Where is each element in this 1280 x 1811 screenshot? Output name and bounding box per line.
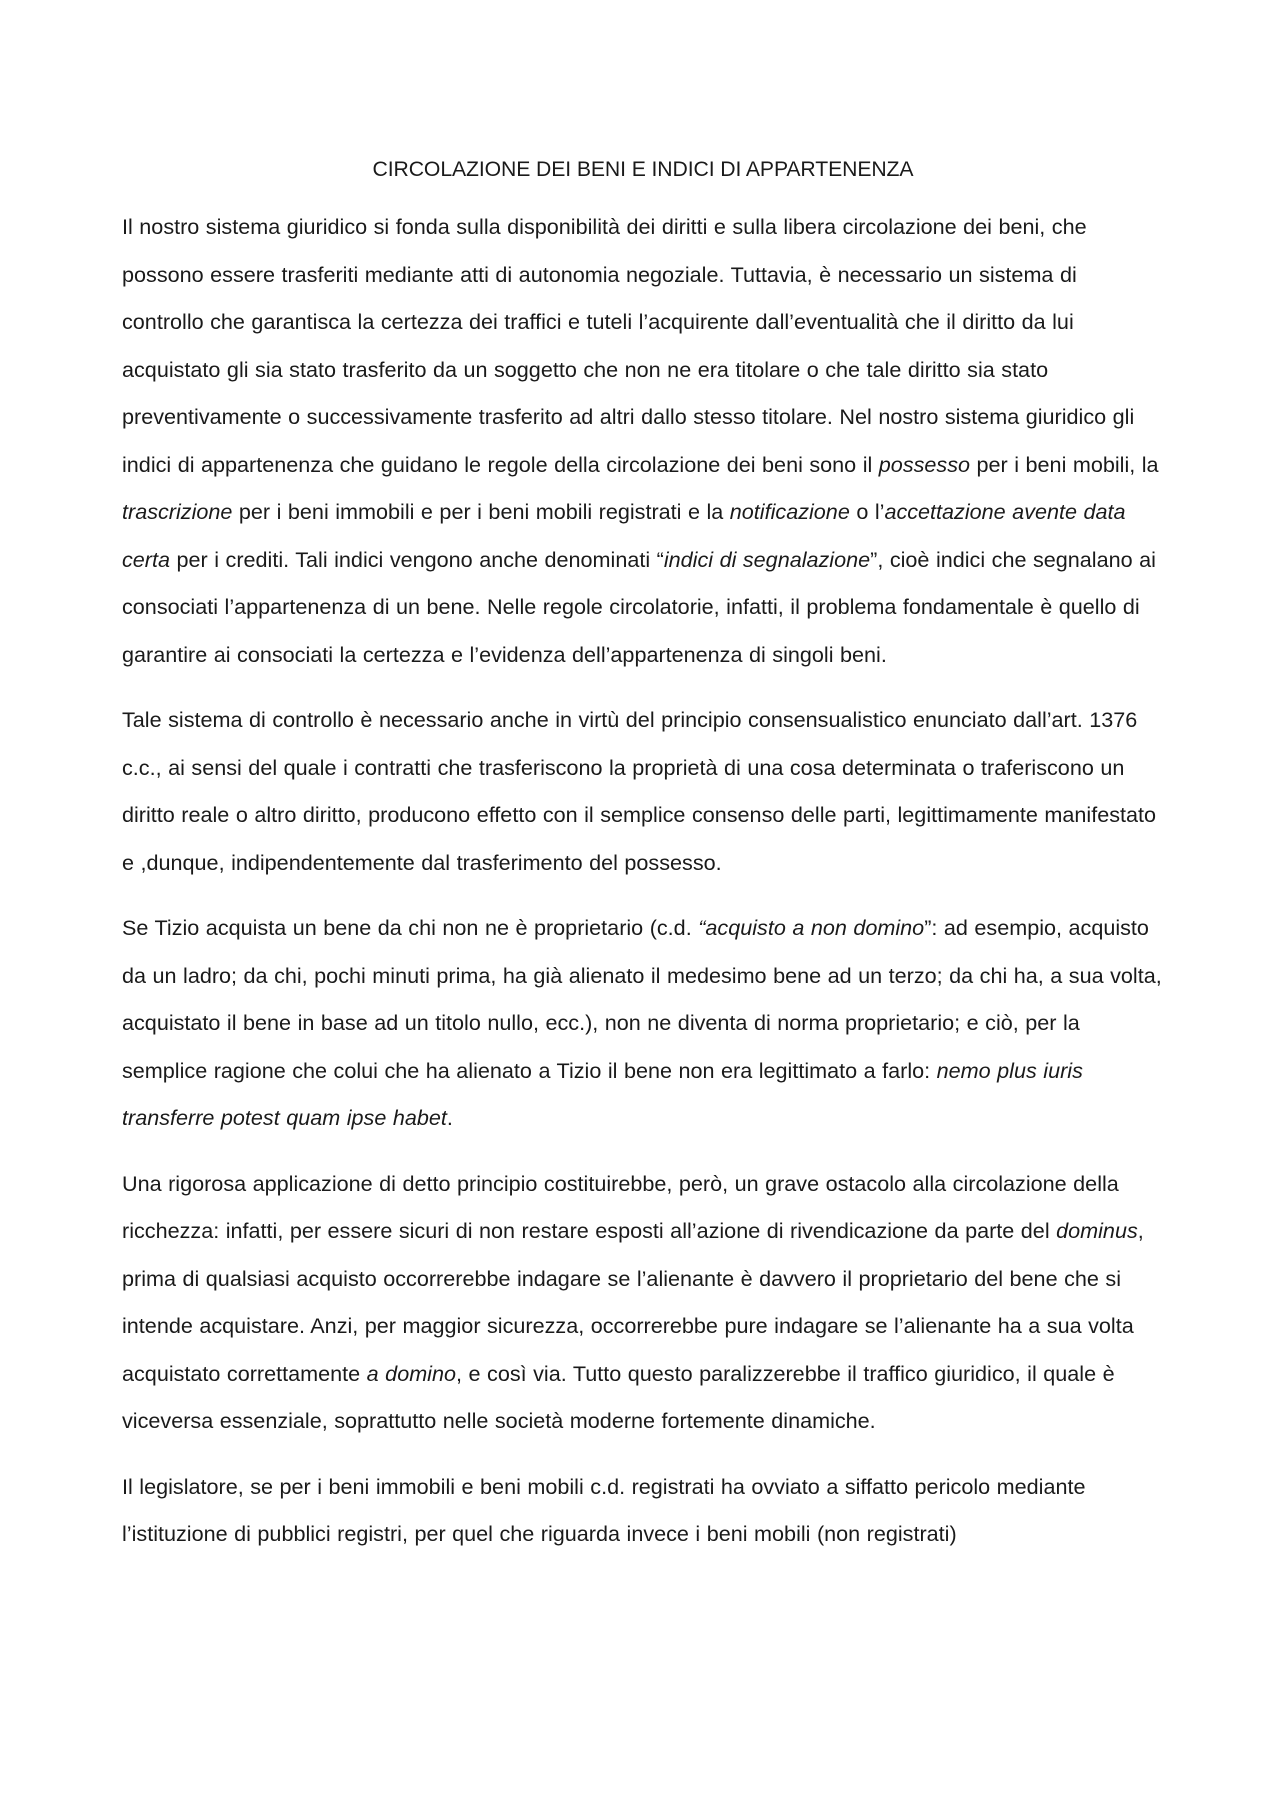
paragraph-list (122, 203, 1164, 1558)
italic-text: accettazione avente data certa (122, 499, 1126, 572)
text-run: per i beni immobili e per i beni mobili registrati e la (232, 499, 730, 524)
italic-text: indici di segnalazione (663, 546, 871, 572)
text-run: Tale sistema di controllo è necessario anche in virtù del principio consensualistico enunciato dall’art. 1376 c.c., ai sensi del quale i contratti che trasferiscono la proprietà di una cosa determinata o traferiscono un diritto reale o altro diritto, producono effetto con il semplice consenso delle parti, legittimamente manifestato e ,dunque, indipendentemente dal trasferimento del possesso. (122, 707, 1157, 875)
text-run: Il legislatore, se per i beni immobili e beni mobili c.d. registrati ha ovviato a siffatto pericolo mediante l’istituzione di pubblici registri, per quel che riguarda invece i beni mobili (non registrati) (122, 1473, 1086, 1546)
text-run: per i crediti. Tali indici vengono anche denominati “ (170, 546, 664, 572)
italic-text: notificazione (729, 499, 850, 524)
italic-text: a domino (366, 1360, 457, 1386)
italic-text: “acquisto a non domino (698, 915, 925, 940)
paragraph (122, 696, 1164, 886)
paragraph (122, 904, 1164, 1142)
italic-text: nemo plus iuris transferre potest quam ipse habet (122, 1057, 1083, 1130)
text-run: Il nostro sistema giuridico si fonda sulla disponibilità dei diritti e sulla libera circolazione dei beni, che possono essere trasferiti mediante atti di autonomia negoziale. Tuttavia, è necessario un sistema di controllo che garantisca la certezza dei traffici e tuteli l’acquirente dall’eventualità che il diritto da lui acquistato gli sia stato trasferito da un soggetto che non ne era titolare o che tale diritto sia stato preventivamente o successivamente trasferito ad altri dallo stesso titolare. Nel nostro sistema giuridico gli indici di appartenenza che guidano le regole della circolazione dei beni sono il (122, 214, 1135, 477)
text-run: , e così via. Tutto questo paralizzerebbe il traffico giuridico, il quale è viceversa essenziale, soprattutto nelle società moderne fortemente dinamiche. (122, 1360, 1115, 1433)
paragraph (122, 203, 1164, 678)
italic-text: possesso (878, 451, 971, 477)
text-run: . (446, 1105, 453, 1130)
paragraph (122, 1160, 1164, 1445)
text-run: per i beni mobili, la (970, 451, 1159, 477)
text-run: , prima di qualsiasi acquisto occorrerebbe indagare se l’alienante è davvero il proprietario del bene che si intende acquistare. Anzi, per maggior sicurezza, occorrerebbe pure indagare se l’alienante ha a sua volta acquistato correttamente (122, 1218, 1144, 1386)
text-run: Una rigorosa applicazione di detto principio costituirebbe, però, un grave ostacolo alla circolazione della ricchezza: infatti, per essere sicuri di non restare esposti all’azione di rivendicazione da parte del (122, 1170, 1119, 1243)
text-run: ”: ad esempio, acquisto da un ladro; da chi, pochi minuti prima, ha già alienato il medesimo bene ad un terzo; da chi ha, a sua volta, acquistato il bene in base ad un titolo nullo, ecc.), non ne diventa di norma proprietario; e ciò, per la semplice ragione che colui che ha alienato a Tizio il bene non era legittimato a farlo: (122, 915, 1162, 1083)
italic-text: trascrizione (122, 499, 233, 524)
document-body (122, 150, 1164, 1576)
text-run: Se Tizio acquista un bene da chi non ne è proprietario (c.d. (122, 915, 699, 940)
paragraph (122, 1463, 1164, 1558)
text-run: ”, cioè indici che segnalano ai consociati l’appartenenza di un bene. Nelle regole circolatorie, infatti, il problema fondamentale è quello di garantire ai consociati la certezza e l’evidenza dell’appartenenza di singoli beni. (122, 546, 1156, 667)
document-title: CIRCOLAZIONE DEI BENI E INDICI DI APPARTENENZA (372, 158, 914, 181)
italic-text: dominus (1056, 1218, 1138, 1243)
text-run: o l’ (849, 499, 885, 524)
